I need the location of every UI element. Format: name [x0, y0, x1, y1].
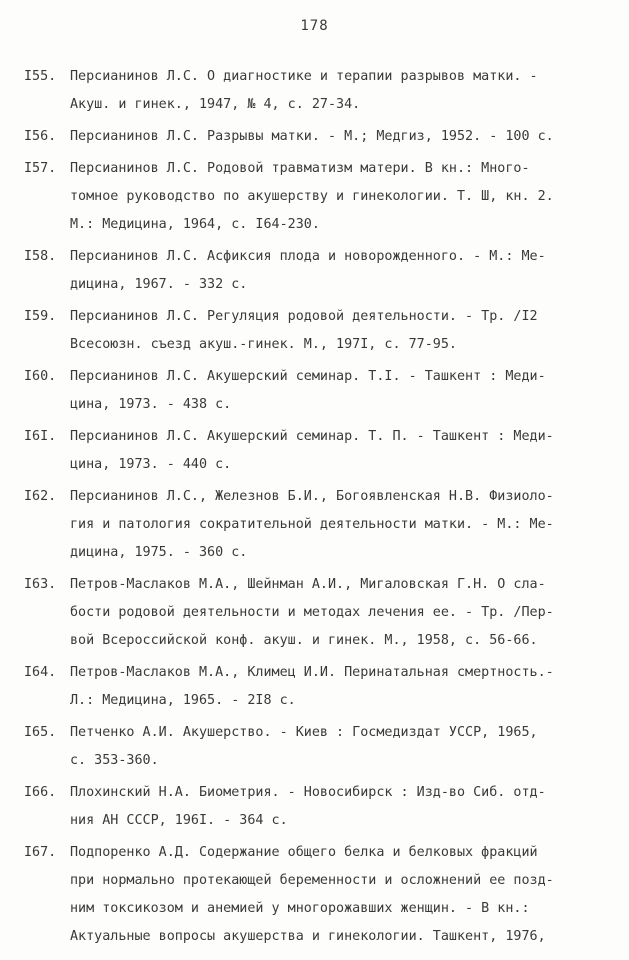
reference-number: I62. — [24, 489, 57, 504]
reference-line: Персианинов Л.С., Железнов Б.И., Богоявленская Н.В. Физиоло- — [70, 489, 554, 504]
reference-line: Петченко А.И. Акушерство. - Киев : Госмедиздат УССР, 1965, — [70, 725, 538, 740]
reference-line: ним токсикозом и анемией у многорожавших женщин. - В кн.: — [70, 901, 530, 916]
reference-line: Петров-Маслаков М.А., Шейнман А.И., Мигаловская Г.Н. О сла- — [70, 577, 546, 592]
reference-number: I6I. — [24, 429, 57, 444]
reference-item — [24, 123, 616, 151]
reference-item — [24, 839, 616, 951]
reference-text — [70, 719, 616, 775]
reference-item — [24, 155, 616, 239]
reference-line: Подпоренко А.Д. Содержание общего белка и белковых фракций — [70, 845, 538, 860]
reference-line: Актуальные вопросы акушерства и гинекологии. Ташкент, 1976, — [70, 929, 546, 944]
reference-line: вой Всероссийской конф. акуш. и гинек. М., 1958, с. 56-66. — [70, 633, 538, 648]
reference-line: Персианинов Л.С. Разрывы матки. - М.; Медгиз, 1952. - 100 с. — [70, 129, 554, 144]
reference-line: при нормально протекающей беременности и осложнений ее позд- — [70, 873, 554, 888]
reference-line: ния АН СССР, 196I. - 364 с. — [70, 813, 288, 828]
reference-text — [70, 571, 616, 655]
reference-line: гия и патология сократительной деятельности матки. - М.: Ме- — [70, 517, 554, 532]
reference-line: М.: Медицина, 1964, с. I64-230. — [70, 217, 320, 232]
reference-item — [24, 719, 616, 775]
reference-list — [24, 63, 616, 955]
reference-line: бости родовой деятельности и методах лечения ее. - Тр. /Пер- — [70, 605, 554, 620]
reference-item — [24, 63, 616, 119]
reference-number: I58. — [24, 249, 57, 264]
reference-line: Плохинский Н.А. Биометрия. - Новосибирск : Изд-во Сиб. отд- — [70, 785, 546, 800]
reference-number: I56. — [24, 129, 57, 144]
reference-line: томное руководство по акушерству и гинекологии. Т. Ш, кн. 2. — [70, 189, 554, 204]
reference-item — [24, 659, 616, 715]
reference-item — [24, 303, 616, 359]
reference-line: Персианинов Л.С. Акушерский семинар. Т.I. - Ташкент : Меди- — [70, 369, 546, 384]
reference-number: I65. — [24, 725, 57, 740]
reference-text — [70, 303, 616, 359]
reference-line: Персианинов Л.С. Регуляция родовой деятельности. - Тр. /I2 — [70, 309, 538, 324]
reference-number: I60. — [24, 369, 57, 384]
reference-line: Персианинов Л.С. Асфиксия плода и новорожденного. - М.: Ме- — [70, 249, 546, 264]
reference-item — [24, 483, 616, 567]
reference-text — [70, 423, 616, 479]
reference-text — [70, 243, 616, 299]
reference-text — [70, 155, 616, 239]
reference-item — [24, 243, 616, 299]
reference-number: I64. — [24, 665, 57, 680]
reference-item — [24, 423, 616, 479]
reference-number: I57. — [24, 161, 57, 176]
reference-line: Персианинов Л.С. О диагностике и терапии разрывов матки. - — [70, 69, 538, 84]
reference-text — [70, 363, 616, 419]
reference-item — [24, 779, 616, 835]
reference-line: Всесоюзн. съезд акуш.-гинек. М., 197I, с. 77-95. — [70, 337, 457, 352]
reference-item — [24, 571, 616, 655]
reference-line: Л.: Медицина, 1965. - 2I8 с. — [70, 693, 296, 708]
reference-number: I67. — [24, 845, 57, 860]
reference-number: I59. — [24, 309, 57, 324]
reference-line: цина, 1973. - 440 с. — [70, 457, 232, 472]
reference-line: с. 353-360. — [70, 753, 159, 768]
page-number: 178 — [300, 18, 329, 34]
reference-text — [70, 659, 616, 715]
reference-text — [70, 63, 616, 119]
reference-line: дицина, 1975. - 360 с. — [70, 545, 248, 560]
reference-number: I55. — [24, 69, 57, 84]
reference-line: дицина, 1967. - 332 с. — [70, 277, 248, 292]
reference-line: Акуш. и гинек., 1947, № 4, с. 27-34. — [70, 97, 361, 112]
reference-number: I63. — [24, 577, 57, 592]
reference-line: Петров-Маслаков М.А., Климец И.И. Перинатальная смертность.- — [70, 665, 554, 680]
reference-item — [24, 363, 616, 419]
reference-line: Персианинов Л.С. Родовой травматизм матери. В кн.: Много- — [70, 161, 530, 176]
reference-line: Персианинов Л.С. Акушерский семинар. Т. П. - Ташкент : Меди- — [70, 429, 554, 444]
reference-number: I66. — [24, 785, 57, 800]
reference-text — [70, 483, 616, 567]
reference-text — [70, 123, 616, 151]
reference-line: цина, 1973. - 438 с. — [70, 397, 232, 412]
reference-text — [70, 839, 616, 951]
reference-text — [70, 779, 616, 835]
